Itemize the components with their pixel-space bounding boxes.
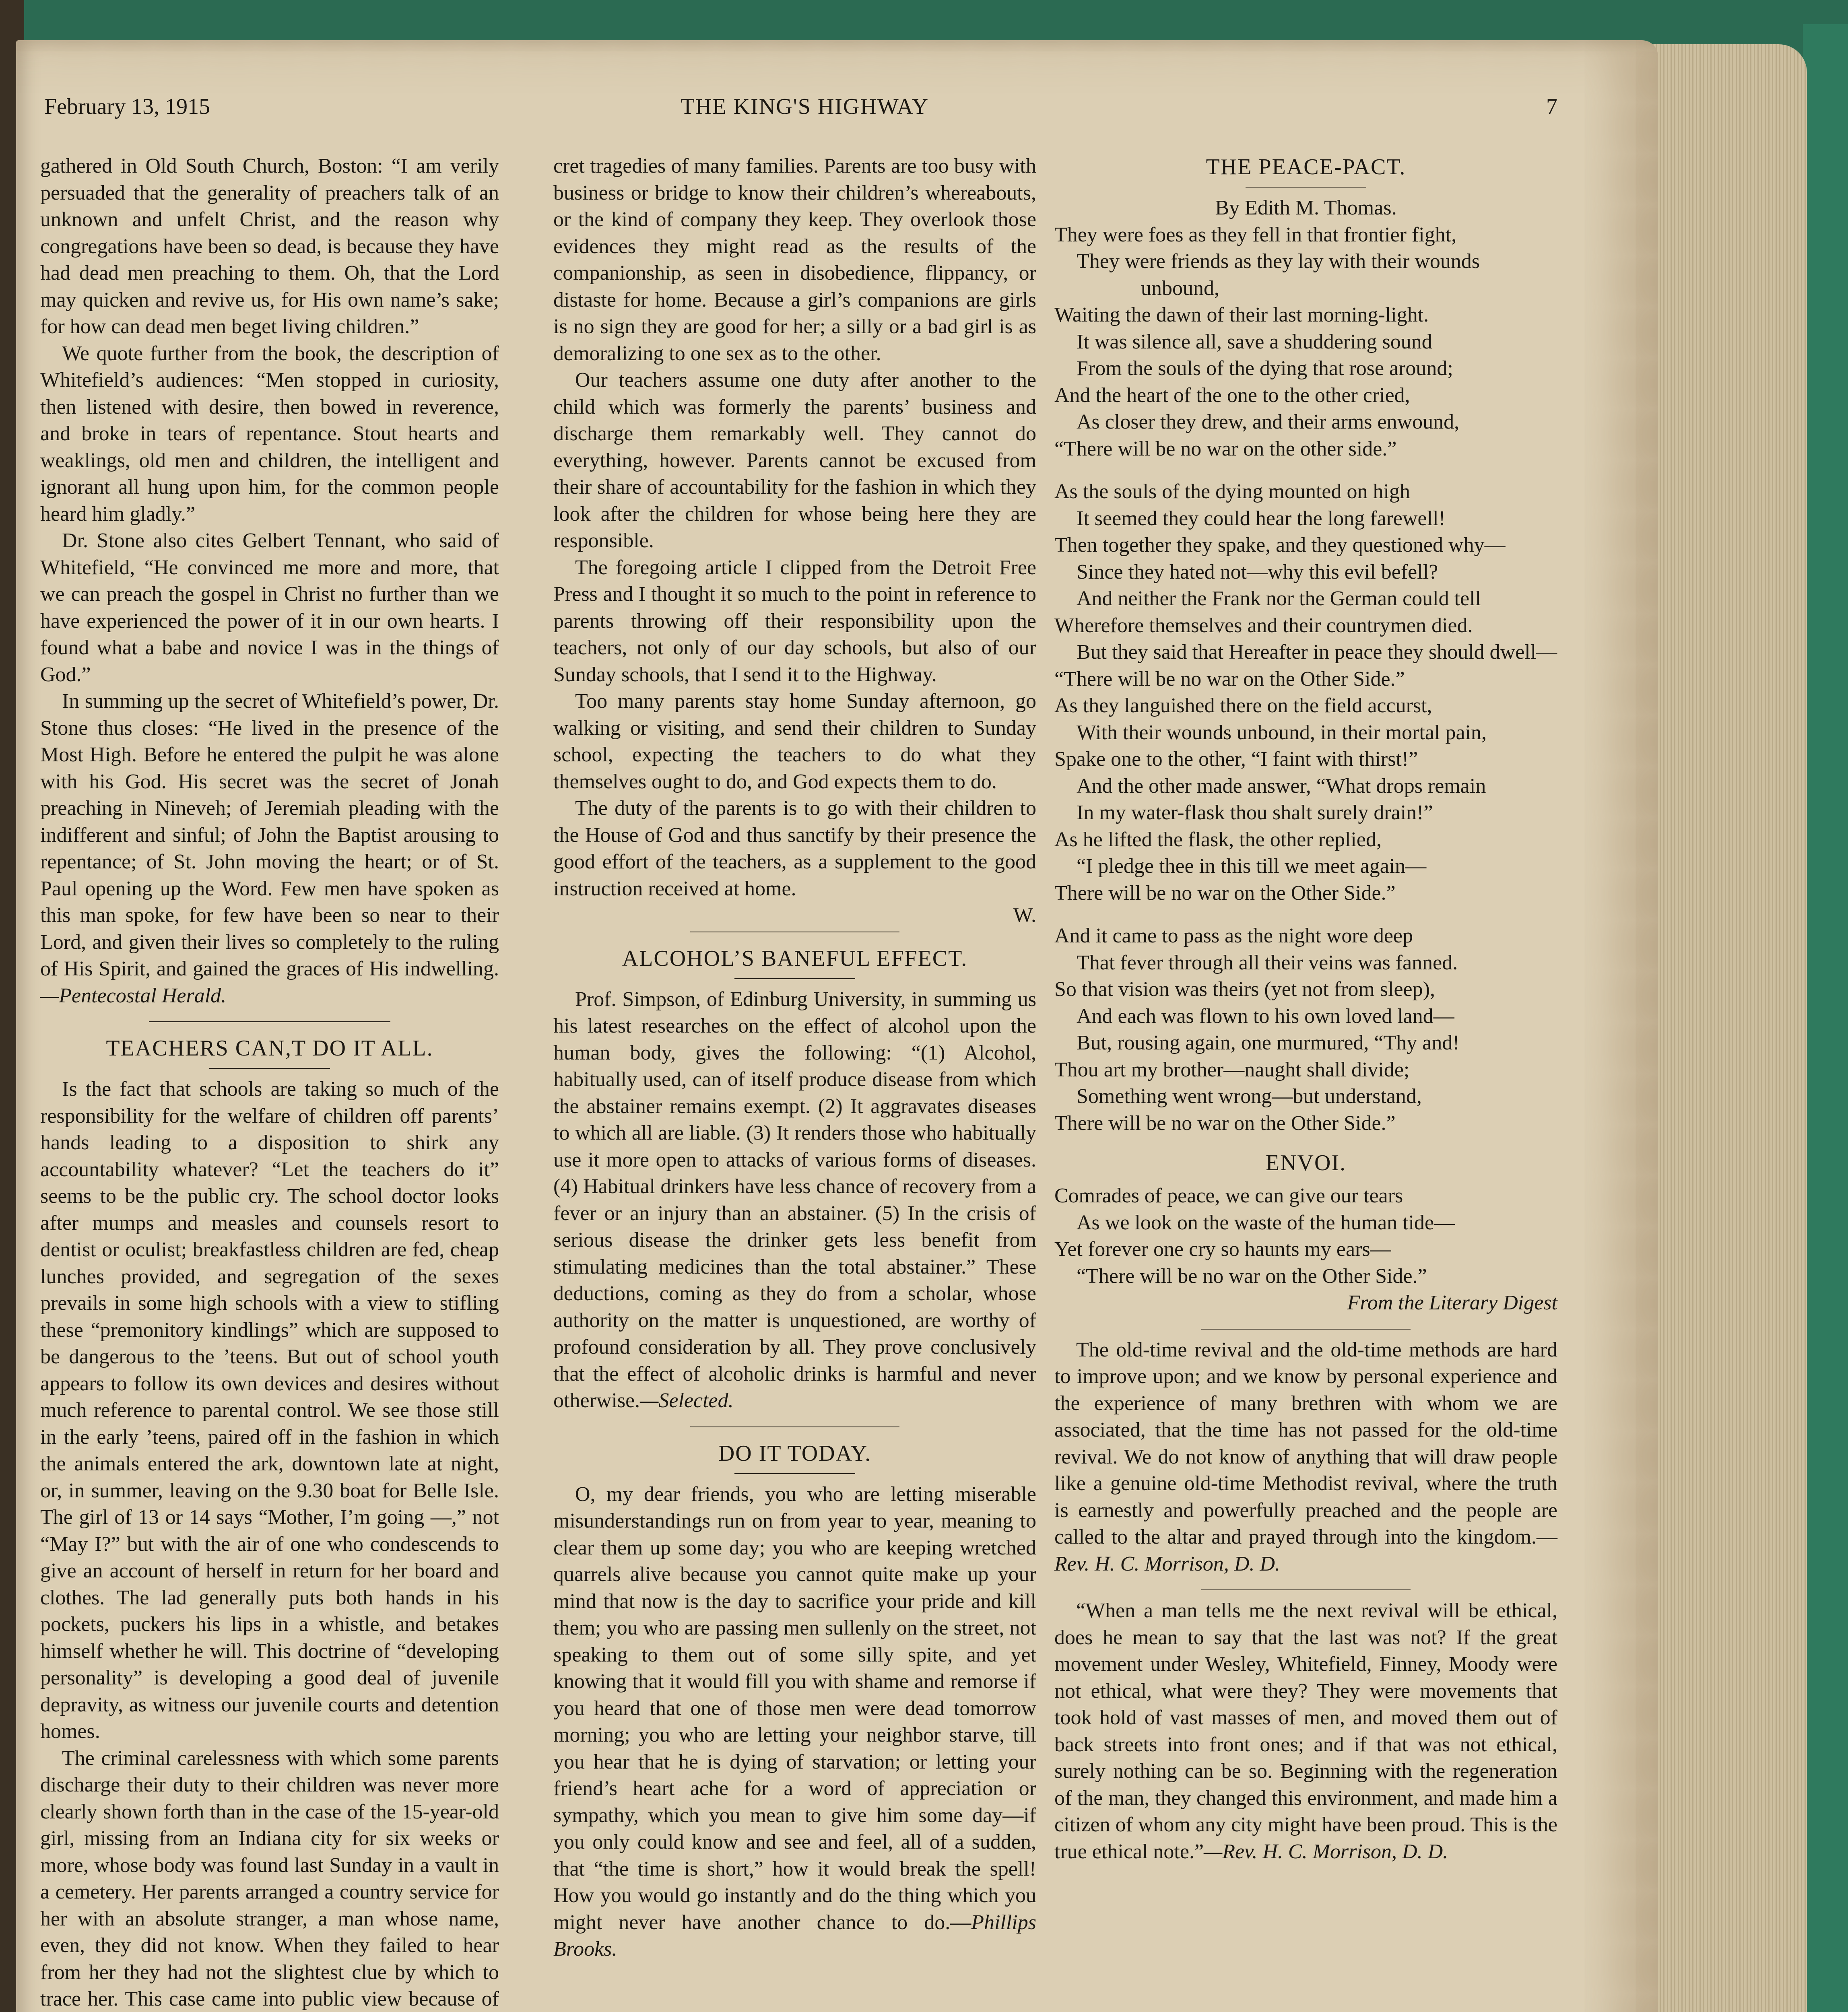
paragraph-text: In summing up the secret of Whitefield’s power, Dr. Stone thus closes: “He lived in the presence of the Most High. Before he entered the pulpit he was alone with his God. His secret was the secret of Jonah preaching in Nineveh; of Jeremiah pleading with the indifferent and sinful; of John the Baptist arousing to repentance; of St. John moving the heart; or of St. Paul opening up the Word. Few men have spoken as this man spoke, for few have been so near to their Lord, and given their lives so completely to the ruling of His Spirit, and gained the graces of His indwelling. — [40, 690, 499, 980]
source-citation: —Pentecostal Herald. — [40, 984, 227, 1007]
paragraph-text: “When a man tells me the next revival will be ethical, does he mean to say that the last was not? If the great movement under Wesley, Whitefield, Finney, Moody were not ethical, what were they? They were movements that took hold of vast masses of men, and moved them out of back streets into front ones; and if that was not ethical, surely nothing can be so. Beginning with the regeneration of the man, they changed this environment, and made him a citizen of whom any city might have been proud. This is the true ethical note.” — [1054, 1599, 1557, 1863]
poem-line: “I pledge thee in this till we meet again— — [1077, 855, 1427, 878]
poem-line: Something went wrong—but understand, — [1077, 1085, 1422, 1108]
poem-line: But they said that Hereafter in peace they should dwell— — [1077, 641, 1557, 664]
section-rule — [1201, 1329, 1411, 1330]
heading-rule — [1246, 187, 1366, 188]
poem-line: But, rousing again, one murmured, “Thy and! — [1077, 1031, 1460, 1054]
section-rule — [1201, 1589, 1411, 1590]
column-1 — [40, 153, 499, 2012]
poem-line: There will be no war on the Other Side.” — [1054, 881, 1396, 905]
column-2 — [553, 153, 1036, 1963]
poem-line: From the souls of the dying that rose around; — [1077, 357, 1453, 380]
page-stack-edge — [1650, 44, 1807, 2012]
paragraph — [1054, 1337, 1557, 1578]
article-heading: DO IT TODAY. — [718, 1441, 872, 1466]
heading-rule — [734, 978, 855, 979]
poem-line: And the heart of the one to the other cried, — [1054, 383, 1410, 407]
paragraph-text: Prof. Simpson, of Edinburg University, in summing us his latest researches on the effect of alcohol upon the human body, gives the following: “(1) Alcohol, habitually used, can of itself produce disease from which the abstainer remains exempt. (2) It aggravates diseases to which all are liable. (3) It renders those who habitually use it more open to attacks of various forms of diseases. (4) Habitual drinkers have less chance of recovery from a fever or an injury than an abstainer. (5) In the crisis of serious disease the drinker gets less benefit from stimulating medicines than the total abstainer.” These deductions, coming as they do from a scholar, whose authority on the matter is unquestioned, are worthy of profound consideration by all. They prove conclusively that the effect of alcoholic drinks is harmful and never otherwise. — [553, 987, 1036, 1412]
envoi-heading: ENVOI. — [1265, 1150, 1347, 1175]
paragraph: gathered in Old South Church, Boston: “I am verily persuaded that the generality of preachers talk of an unknown and unfelt Christ, and the reason why congregations have been so dead, is because they have had dead men preaching to them. Oh, that the Lord may quicken and revive us, for His own name’s sake; for how can dead men beget living children.” — [40, 155, 499, 338]
paragraph — [553, 986, 1036, 1414]
paragraph: Is the fact that schools are taking so much of the responsibility for the welfare of children off parents’ hands leading to a disposition to shirk any accountability whatever? “Let the teachers do it” seems to be the public cry. The school doctor looks after mumps and measles and counsels resort to dentist or oculist; breakfastless children are fed, cheap lunches provided, and segregation of the sexes prevails in some high schools with a view to stifling these “premonitory kindlings” which are supposed to be dangerous to the ’teens. But out of school youth appears to follow its own devices and desires without much reference to parental control. We see those still in the early ’teens, paired off in the fashion in which the animals entered the ark, downtown late at night, or, in summer, leaving on the 9.30 boat for Belle Isle. The girl of 13 or 14 says “Mother, I’m going —,” not “May I?” but with the air of one who condescends to give an account of herself in return for her board and clothes. The lad generally puts both hands in his pockets, puckers his lips in a whistle, and betakes himself whether he will. This doctrine of “developing personality” is developing a good deal of juvenile depravity, as witness our juvenile courts and detention homes. — [40, 1078, 499, 1743]
poem-line: As closer they drew, and their arms enwound, — [1077, 410, 1460, 433]
poem-line: “There will be no war on the other side.” — [1054, 437, 1397, 460]
heading-rule — [209, 1068, 330, 1069]
poem-line: Comrades of peace, we can give our tears — [1054, 1184, 1403, 1207]
poem-line: Waiting the dawn of their last morning-light. — [1054, 303, 1429, 326]
paragraph — [553, 1481, 1036, 1963]
poem-line: And the other made answer, “What drops remain — [1077, 774, 1486, 798]
poem-line: They were friends as they lay with their wounds unbound, — [1077, 250, 1480, 300]
poem-line: In my water-flask thou shalt surely drain!” — [1077, 801, 1433, 824]
paragraph: We quote further from the book, the description of Whitefield’s audiences: “Men stopped in curiosity, then listened with desire, then bowed in reverence, and broke in tears of repentance. Stout hearts and weaklings, old men and children, the intelligent and ignorant all hung upon him, for the common people heard him gladly.” — [40, 342, 499, 526]
source-citation: Phillips Brooks. — [553, 1911, 1036, 1960]
poem-line: As he lifted the flask, the other replied, — [1054, 828, 1382, 851]
column-3 — [1054, 153, 1557, 1865]
book-cover-edge — [1803, 24, 1848, 2012]
paragraph: cret tragedies of many families. Parents are too busy with business or bridge to know their children’s whereabouts, or the kind of company they keep. They overlook those evidences they might read as the results of the companionship, as seen in disobedience, flippancy, or distaste for home. Because a girl’s companions are girls is no sign they are good for her; a silly or a bad girl is as demoralizing to one sex as to the other. — [553, 155, 1036, 365]
paragraph: Dr. Stone also cites Gelbert Tennant, who said of Whitefield, “He convinced me more and more, that we can preach the gospel in Christ no further than we have experienced the power of it in our own hearts. I found what a babe and novice I was in the things of God.” — [40, 529, 499, 686]
envoi-stanza — [1054, 1183, 1557, 1290]
article-heading: TEACHERS CAN,T DO IT ALL. — [106, 1036, 433, 1061]
poem-line: With their wounds unbound, in their mortal pain, — [1077, 721, 1487, 744]
poem-line: Wherefore themselves and their countrymen died. — [1054, 614, 1473, 637]
poem-line: It was silence all, save a shuddering sound — [1077, 330, 1432, 353]
paragraph — [40, 688, 499, 1009]
poem-line: Then together they spake, and they questioned why— — [1054, 534, 1506, 557]
heading-rule — [734, 1473, 855, 1474]
paragraph: The criminal carelessness with which some parents discharge their duty to their children was never more clearly shown forth than in the case of the 15-year-old girl, missing from an Indiana city for six weeks or more, whose body was found last Sunday in a vault in a cemetery. Her parents arranged a country service for her with an absolute stranger, a man whose name, even, they did not know. When they failed to hear from her they had not the slightest clue by which to trace her. This case came into public view because of — [40, 1746, 499, 2010]
running-header-date: February 13, 1915 — [44, 94, 210, 119]
page-number: 7 — [1546, 94, 1557, 119]
poem-line: That fever through all their veins was fanned. — [1077, 951, 1458, 974]
poem-line: As the souls of the dying mounted on high — [1054, 480, 1410, 503]
paragraph-text: O, my dear friends, you who are letting miserable misunderstandings run on from year to year, meaning to clear them up some day; you who are keeping wretched quarrels alive because you cannot quite make up your mind that now is the day to sacrifice your pride and kill them; you who are passing men sullenly on the street, not speaking to them out of some silly spite, and yet knowing that it would fill you with shame and remorse if you heard that one of those men were dead tomorrow morning; you who are letting your neighbor starve, till you hear that he is dying of starvation; or letting your friend’s heart ache for a word of appreciation or sympathy, which you mean to give him some day—if you only could know and see and feel, all of a sudden, that “the time is short,” how it would break the spell! How you would go instantly and do the thing which you might never have another chance to do.— — [553, 1482, 1036, 1934]
paragraph: Our teachers assume one duty after another to the child which was formerly the parents’ business and discharge them remarkably well. They cannot do everything, however. Parents cannot be excused from their share of accountability for the fashion in which they look after the children for whose being here they are responsible. — [553, 369, 1036, 552]
poem-title: THE PEACE-PACT. — [1206, 155, 1406, 179]
poem-line: “There will be no war on the Other Side.” — [1054, 667, 1405, 691]
source-citation: Rev. H. C. Morrison, D. D. — [1054, 1552, 1280, 1575]
signature: W. — [1013, 904, 1036, 927]
source-citation: From the Literary Digest — [1347, 1291, 1557, 1314]
poem-line: “There will be no war on the Other Side.” — [1077, 1264, 1427, 1288]
article-heading: ALCOHOL’S BANEFUL EFFECT. — [622, 946, 968, 971]
poem-line: There will be no war on the Other Side.” — [1054, 1111, 1396, 1135]
poem-stanza-2 — [1054, 478, 1557, 907]
poem-byline: By Edith M. Thomas. — [1215, 196, 1397, 219]
poem-line: And each was flown to his own loved land— — [1077, 1004, 1454, 1028]
paragraph-text: The old-time revival and the old-time methods are hard to improve upon; and we know by personal experience and the experience of many brethren with whom we are associated, that the time has not passed for the old-time revival. We do not know of anything that will draw people like a genuine old-time Methodist revival, where the truth is earnestly and powerfully preached and the people are called to the altar and prayed through into the kingdom.— — [1054, 1338, 1557, 1548]
poem-line: As they languished there on the field accurst, — [1054, 694, 1432, 717]
poem-line: Thou art my brother—naught shall divide; — [1054, 1058, 1410, 1081]
source-citation: —Rev. H. C. Morrison, D. D. — [1204, 1840, 1448, 1863]
running-header-title: THE KING'S HIGHWAY — [681, 94, 929, 119]
section-rule — [149, 1021, 390, 1022]
poem-line: It seemed they could hear the long farewell! — [1077, 507, 1446, 530]
poem-line: They were foes as they fell in that frontier fight, — [1054, 223, 1457, 246]
poem-line: As we look on the waste of the human tide— — [1077, 1211, 1455, 1234]
paragraph — [1054, 1598, 1557, 1865]
source-citation: —Selected. — [640, 1389, 734, 1412]
paragraph: The foregoing article I clipped from the Detroit Free Press and I thought it so much to the point in reference to parents throwing off their responsibility upon the teachers, not only of our day schools, but also of our Sunday schools, that I send it to the Highway. — [553, 556, 1036, 686]
poem-line: So that vision was theirs (yet not from sleep), — [1054, 978, 1435, 1001]
paragraph: Too many parents stay home Sunday afternoon, go walking or visiting, and send their children to Sunday school, expecting the teachers to do what they themselves ought to do, and God expects them to do. — [553, 690, 1036, 793]
poem-line: Since they hated not—why this evil befell? — [1077, 560, 1438, 583]
poem-line: Yet forever one cry so haunts my ears— — [1054, 1238, 1391, 1261]
poem-stanza-3 — [1054, 923, 1557, 1137]
poem-line: Spake one to the other, “I faint with thirst!” — [1054, 748, 1418, 771]
paragraph: The duty of the parents is to go with their children to the House of God and thus sanctify by their presence the good effort of the teachers, as a supplement to the good instruction received at home. — [553, 797, 1036, 900]
poem-line: And it came to pass as the night wore deep — [1054, 924, 1413, 947]
poem-line: And neither the Frank nor the German could tell — [1077, 587, 1481, 610]
poem-stanza-1 — [1054, 222, 1557, 463]
